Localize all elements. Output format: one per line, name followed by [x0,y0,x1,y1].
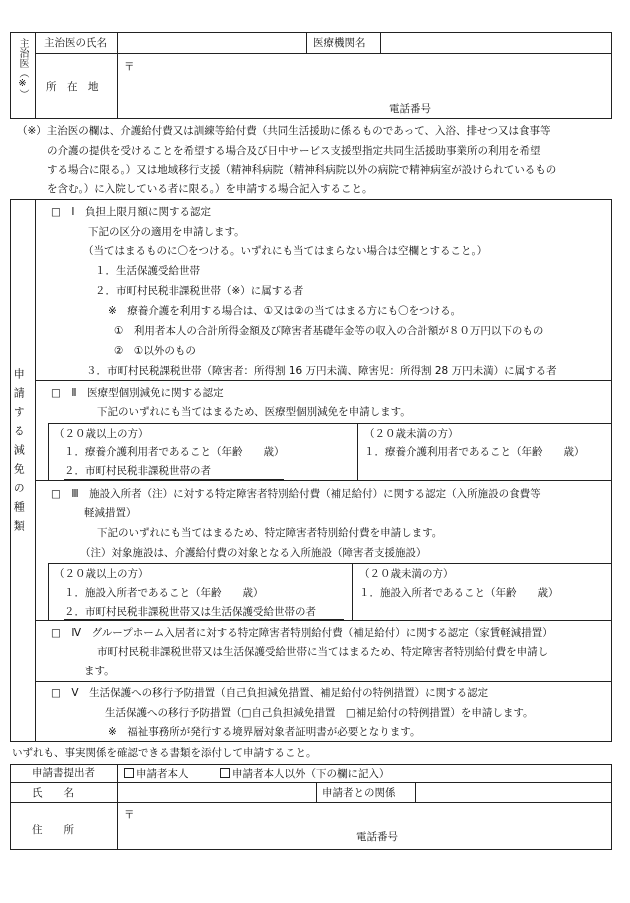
section5-title[interactable]: □ Ⅴ 生活保護への移行予防措置（自己負担減免措置、補足給付の特例措置）に関する認定 [51,687,489,699]
submitter-other-label: 申請者本人以外（下の欄に記入） [232,768,390,780]
submitter-option-other[interactable] [220,768,390,780]
section3-title-cont: 軽減措置） [84,507,137,519]
doctor-row-divider [35,53,612,54]
doctor-phone-label: 電話番号 [389,103,431,115]
section3-sub-top [48,563,612,564]
section4-line-2: ます。 [84,665,115,677]
applicant-phone-field[interactable] [410,828,608,848]
section4-divider [35,681,612,682]
section3-line: 下記のいずれにも当てはまるため、特定障害者特別給付費を申請します。 [97,527,443,539]
applicant-address-field[interactable] [119,803,609,827]
section1-line-1: 下記の区分の適用を申請します。 [88,226,245,238]
submitter-label: 申請書提出者 [32,767,95,779]
section3-split [352,563,353,620]
section1-sub-1[interactable]: ① 利用者本人の合計所得金額及び障害者基礎年金等の収入の合計額が８０万円以下のもの [114,325,544,337]
applicant-relation-div-b [415,782,416,802]
applicant-phone-label: 電話番号 [356,831,398,843]
doctor-inst-divider-b [380,32,381,53]
doctor-postal-mark: 〒 [124,61,135,73]
attach-note: いずれも、事実関係を確認できる書類を添付して申請すること。 [12,747,317,759]
section2-sub-mid [48,423,49,480]
applicant-name-label: 氏 名 [32,787,74,799]
relation-field[interactable] [417,783,610,801]
section3-title[interactable]: □ Ⅲ 施設入所者（注）に対する特定障害者特別給付費（補足給付）に関する認定（入所施設の食費等 [51,488,541,500]
submitter-self-label: 申請者本人 [136,768,189,780]
institution-field[interactable] [382,33,610,52]
doctor-name-field[interactable] [119,33,305,52]
doctor-address-label: 所 在 地 [46,81,99,93]
relation-label: 申請者との関係 [322,787,396,799]
section3-under20-title: （２０歳未満の方） [359,568,454,580]
section2-under20-item-1[interactable]: １．療養介護利用者であること（年齢 歳） [364,446,585,458]
applicant-name-field[interactable] [119,783,315,801]
reduction-side-label: 申請する減免の種類 [12,368,26,539]
section2-line: 下記のいずれにも当てはまるため、医療型個別減免を申請します。 [97,406,411,418]
doctor-inst-divider-a [306,32,307,53]
doctor-side-label: 主治医（※） [17,38,28,99]
applicant-label-divider [117,764,118,850]
section5-note: ※ 福祉事務所が発行する境界層対象者証明書が必要となります。 [108,726,421,738]
section3-over20-title: （２０歳以上の方） [54,568,149,580]
section4-title[interactable]: □ Ⅳ グループホーム入居者に対する特定障害者特別給付費（補足給付）に関する認定（家賃軽減措置） [51,627,553,639]
reduction-side-divider [35,199,36,742]
section2-title[interactable]: □ Ⅱ 医療型個別減免に関する認定 [51,387,224,399]
section2-over20-title: （２０歳以上の方） [54,428,149,440]
section1-item-2[interactable]: ２．市町村民税非課税世帯（※）に属する者 [95,285,304,297]
doctor-name-label: 主治医の氏名 [44,37,107,49]
section3-divider [35,620,612,621]
doctor-address-field[interactable] [119,55,609,99]
doctor-note-line-4: を含む。）に入院している者に限る。）を申請する場合記入すること。 [47,183,373,195]
section5-line[interactable]: 生活保護への移行予防措置（□自己負担減免措置 □補足給付の特例措置）を申請します。 [105,707,534,719]
section3-over20-item-2[interactable]: ２．市町村民税非課税世帯又は生活保護受給世帯の者 [64,606,316,618]
section2-under20-title: （２０歳未満の方） [364,428,459,440]
doctor-label-divider [117,32,118,119]
section2-over20-item-2[interactable]: ２．市町村民税非課税世帯の者 [64,465,211,477]
section1-note: ※ 療養介護を利用する場合は、①又は②の当てはまる方にも〇をつける。 [108,305,462,317]
doctor-note-line-2: の介護の提供を受けることを希望する場合及び日中サービス支援型指定共同生活援助事業所の利用を希望 [47,145,541,157]
applicant-relation-div-a [316,782,317,802]
section2-sub-top [48,423,612,424]
doctor-note-line-1: （※）主治医の欄は、介護給付費又は訓練等給付費（共同生活援助に係るものであって、入浴、排せつ又は食事等 [17,125,551,137]
submitter-option-self[interactable] [124,768,189,780]
institution-label: 医療機関名 [313,37,366,49]
submitter-self-checkbox[interactable] [124,768,134,778]
doctor-note-line-3: する場合に限る。）又は地域移行支援（精神科病院（精神科病院以外の病院で精神病室が設けられているもの [47,164,557,176]
section2-over20-item-1[interactable]: １．療養介護利用者であること（年齢 歳） [64,446,285,458]
section2-split [357,423,358,480]
submitter-other-checkbox[interactable] [220,768,230,778]
section4-line-1: 市町村民税非課税世帯又は生活保護受給世帯に当てはまるため、特定障害者特別給付費を申請し [97,646,549,658]
section3-over20-item-1[interactable]: １．施設入所者であること（年齢 歳） [64,587,264,599]
doctor-side-divider [35,32,36,119]
applicant-address-label: 住 所 [32,824,74,836]
section2-divider [35,480,612,481]
section3-note: （注）対象施設は、介護給付費の対象となる入所施設（障害者支援施設） [80,547,427,559]
section3-sub-mid [48,563,49,620]
applicant-postal-mark: 〒 [124,809,135,821]
section1-item-3[interactable]: ３．市町村民税課税世帯（障害者：所得割 16 万円未満、障害児：所得割 28 万円未満）に属する者 [86,365,557,377]
section1-item-1[interactable]: １．生活保護受給世帯 [95,265,200,277]
section3-under20-item-1[interactable]: １．施設入所者であること（年齢 歳） [359,587,559,599]
section1-line-2: （当てはまるものに〇をつける。いずれにも当てはまらない場合は空欄とすること。） [83,245,488,257]
section1-title[interactable]: □ Ⅰ 負担上限月額に関する認定 [51,206,212,218]
section1-sub-2[interactable]: ② ①以外のもの [114,345,196,357]
doctor-phone-field[interactable] [440,100,608,117]
section1-divider [35,380,612,381]
